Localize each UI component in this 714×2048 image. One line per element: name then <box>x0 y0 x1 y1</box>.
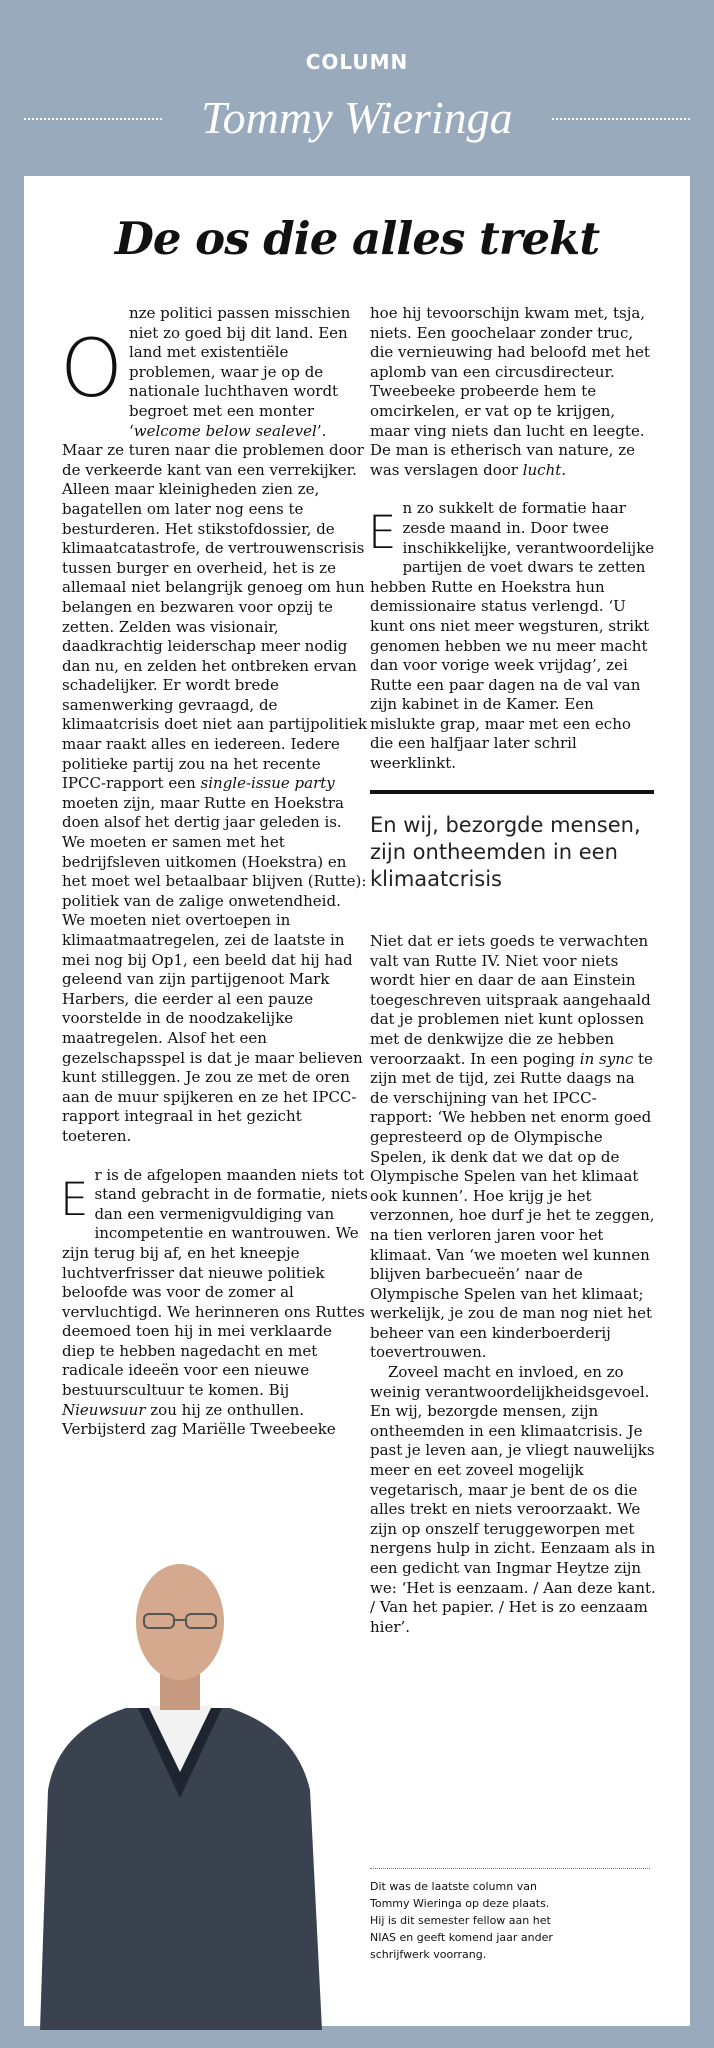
paragraph-3 <box>370 304 656 480</box>
paragraph-gap <box>370 480 656 499</box>
bio-line-2: Tommy Wieringa op deze plaats. <box>370 1897 550 1910</box>
text-run: n zo sukkelt de formatie haar zesde maand in. Door twee inschikkelijke, verantwoordelijke partijen de voet dwars te zetten hebben Rutte en Hoekstra hun demissionaire status verlengd. ‘U kunt ons niet meer wegsturen, strikt genomen hebben we nu meer macht dan voor vorige week vrijdag’, zei Rutte een paar dagen na de val van zijn kabinet in de Kamer. Een mislukte grap, maar met een echo die een halfjaar later schril weerklinkt. <box>370 499 655 773</box>
text-run: r is de afgelopen maanden niets tot stand gebracht in de formatie, niets dan een vermenigvuldiging van incompetentie en wantrouwen. We zijn terug bij af, en het kneepje luchtverfrisser dat nieuwe politiek beloofde was voor de zomer al vervluchtigd. We herinneren ons Ruttes deemoed toen hij in mei verklaarde diep te hebben nagedacht en met radicale ideeën voor een nieuwe bestuurscultuur te komen. Bij <box>62 1165 368 1400</box>
dotted-rule-right <box>552 118 690 120</box>
text-run: ’. Maar ze turen naar die problemen door de verkeerde kant van een verrekijker. Alleen maar kleinigheden zien ze, bagatellen om later nog eens te besturderen. Het stikstofdossier, de klimaatcatastrofe, de vertrouwenscrisis tussen burger en overheid, het is ze allemaal niet belangrijk genoeg om hun belangen en bezwaren voor opzij te zetten. Zelden was visionair, daadkrachtig leiderschap meer nodig dan nu, en zelden het ontbreken ervan schadelijker. Er wordt brede samenwerking gevraagd, de klimaatcrisis doet niet aan partijpolitiek maar raakt alles en iedereen. Iedere politieke partij zou na het recente IPCC-rapport een <box>62 421 368 793</box>
drop-cap-e: E <box>60 1172 89 1226</box>
drop-cap-e: E <box>368 506 397 560</box>
pullquote-rule <box>370 790 654 794</box>
text-run: hoe hij tevoorschijn kwam met, tsja, niets. Een goochelaar zonder truc, die vernieuwing had beloofd met het aplomb van een circusdirecteur. Tweebeeke probeerde hem te omcirkelen, er vat op te krijgen, maar ving niets dan lucht en leegte. De man is etherisch van nature, ze was verslagen door <box>370 304 650 479</box>
author-portrait <box>30 1540 332 2030</box>
author-name: Tommy Wieringa <box>201 92 513 143</box>
italic-run: Nieuwsuur <box>62 1400 146 1419</box>
section-kicker: COLUMN <box>305 50 409 74</box>
bio-line-4: NIAS en geeft komend jaar ander <box>370 1931 553 1944</box>
text-run: zou hij ze onthullen. Verbijsterd zag Mariëlle Tweebeeke <box>62 1400 336 1439</box>
paragraph-5 <box>370 932 656 1363</box>
head-shape <box>136 1564 224 1680</box>
paragraph-1 <box>62 304 368 1147</box>
text-run: nze politici passen misschien niet zo goed bij dit land. Een land met existentiële problemen, waar je op de nationale luchthaven wordt begroet met een monter ‘ <box>128 304 351 440</box>
italic-run: lucht <box>522 460 562 479</box>
paragraph-4 <box>370 499 656 773</box>
italic-run: single-issue party <box>200 774 335 793</box>
italic-run: welcome below sealevel <box>133 421 317 440</box>
bio-line-5: schrijfwerk voorrang. <box>370 1948 487 1961</box>
text-run: . <box>561 460 567 479</box>
pull-quote: En wij, bezorgde mensen, zijn ontheemden in een klimaatcrisis <box>370 813 641 891</box>
bio-line-1: Dit was de laatste column van <box>370 1880 537 1893</box>
paragraph-6: Zoveel macht en invloed, en zo weinig verantwoordelijkheidsgevoel. En wij, bezorgde mensen, zijn ontheemden in een klimaatcrisis. Je past je leven aan, je vliegt nauwelijks meer en eet zoveel mogelijk vegetarisch, maar je bent de os die alles trekt en niets veroorzaakt. We zijn op onszelf teruggeworpen met nergens hulp in zicht. Eenzaam als in een gedicht van Ingmar Heytze zijn we: ‘Het is eenzaam. / Aan deze kant. / Van het papier. / Het is zo eenzaam hier’. <box>370 1363 656 1636</box>
text-run: Niet dat er iets goeds te verwachten valt van Rutte IV. Niet voor niets wordt hier en daar de aan Einstein toegeschreven uitspraak aangehaald dat je problemen niet kunt oplossen met de denkwijze die ze hebben veroorzaakt. In een poging <box>370 932 651 1068</box>
article-headline: De os die alles trekt <box>114 212 600 265</box>
column-header <box>0 0 714 176</box>
drop-cap-o: O <box>60 322 123 415</box>
author-bio <box>370 1878 654 1963</box>
article-column-1 <box>62 304 368 1440</box>
article-column-3 <box>370 932 656 1637</box>
bio-line-3: Hij is dit semester fellow aan het <box>370 1914 551 1927</box>
author-row <box>24 90 690 146</box>
paragraph-gap <box>62 1147 368 1166</box>
paragraph-2 <box>62 1166 368 1440</box>
bio-rule <box>370 1868 650 1869</box>
dotted-rule-left <box>24 118 162 120</box>
text-run: moeten zijn, maar Rutte en Hoekstra doen alsof het dertig jaar geleden is. We moeten er samen met het bedrijfsleven uitkomen (Hoekstra) en het moet wel betaalbaar blijven (Rutte): politiek van de zalige onwetendheid. We moeten niet overtoepen in klimaatmaatregelen, zei de laatste in mei nog bij Op1, een beeld dat hij had geleend van zijn partijgenoot Mark Harbers, die eerder al een pauze voorstelde in de noodzakelijke maatregelen. Alsof het een gezelschapsspel is dat je maar believen kunt stilleggen. Je zou ze met de oren aan de muur spijkeren en ze het IPCC-rapport integraal in het gezicht toeteren. <box>62 793 367 1145</box>
text-run: te zijn met de tijd, zei Rutte daags na de verschijning van het IPCC-rapport: ‘We hebben net enorm goed gepresteerd op de Olympische Spelen, ik denk dat we dat op de Olympische Spelen van het klimaat ook kunnen’. Hoe krijg je het verzonnen, hoe durf je het te zeggen, na tien verloren jaren voor het klimaat. Van ‘we moeten wel kunnen blijven barbecueën’ naar de Olympische Spelen van het klimaat; werkelijk, je zou de man nog niet het beheer van een kinderboerderij toevertrouwen. <box>370 1049 655 1362</box>
article-column-2 <box>370 304 656 774</box>
italic-run: in sync <box>579 1049 634 1068</box>
